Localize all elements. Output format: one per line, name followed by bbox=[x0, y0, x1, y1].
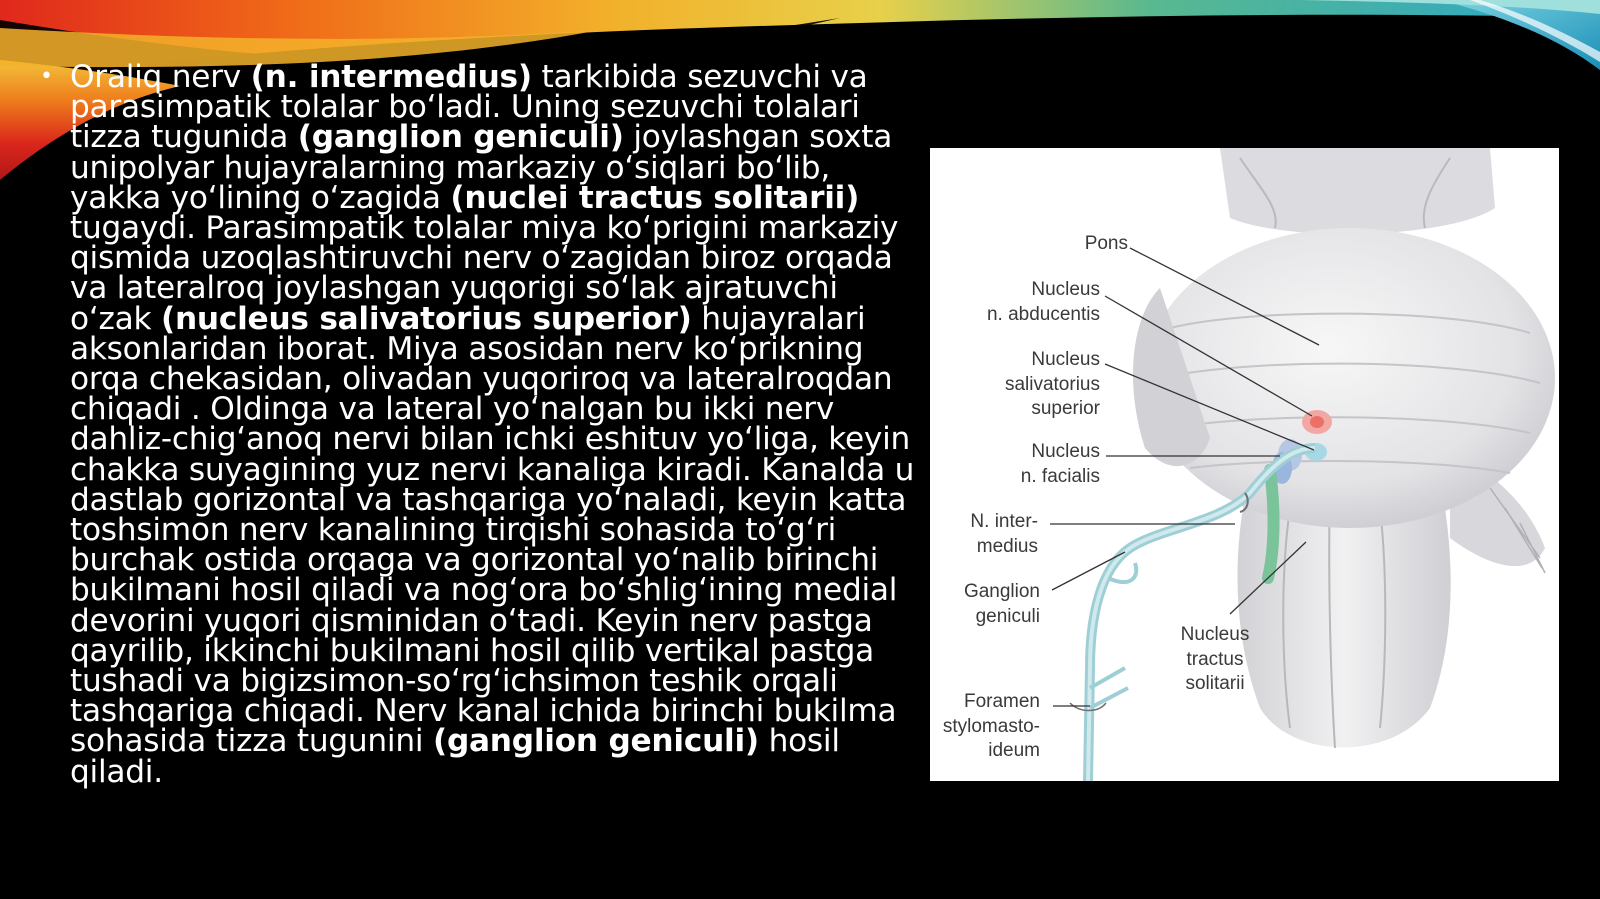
facial-nerve-diagram bbox=[930, 148, 1559, 781]
bold-term: (nucleus salivatorius superior) bbox=[160, 300, 692, 337]
bold-term: (nuclei tractus solitarii) bbox=[450, 179, 860, 216]
label-n-intermedius: N. inter- medius bbox=[970, 511, 1038, 557]
label-ganglion-geniculi: Ganglion geniculi bbox=[963, 581, 1040, 627]
paragraph-text bbox=[70, 59, 916, 790]
paragraph-run: hosil qiladi. bbox=[70, 723, 840, 790]
bullet-dot-icon: • bbox=[40, 64, 53, 89]
label-pons: Pons bbox=[1084, 233, 1128, 254]
bold-term: (ganglion geniculi) bbox=[432, 723, 759, 760]
label-nucleus-salivatorius-superior: Nucleus salivatorius superior bbox=[1004, 349, 1100, 419]
label-foramen-stylomastoideum: Foramen stylomasto- ideum bbox=[942, 691, 1040, 761]
label-nucleus-tractus-solitarii: Nucleus tractus solitarii bbox=[1180, 624, 1250, 694]
paragraph-run: joylashgan soxta unipolyar hujayralarning markaziy o‘siqlari bo‘lib, yakka yo‘lining o‘zagida bbox=[70, 119, 893, 216]
paragraph-run: Oraliq nerv bbox=[70, 59, 251, 95]
bullet-paragraph bbox=[36, 59, 916, 790]
paragraph-run: tugaydi. Parasimpatik tolalar miya ko‘prigini markaziy qismida uzoqlashtiruvchi nerv o‘zagidan biroz orqada va lateralroq joylashgan yuqorigi so‘lak ajratuvchi o‘zak bbox=[70, 210, 899, 337]
label-nucleus-facialis: Nucleus n. facialis bbox=[1020, 441, 1100, 487]
paragraph-run: tarkibida sezuvchi va parasimpatik tolalar bo‘ladi. Uning sezuvchi tolalari tizza tugunida bbox=[70, 59, 868, 156]
paragraph-run: hujayralari aksonlaridan iborat. Miya asosidan nerv ko‘prikning orqa chekasidan, olivadan yuqoriroq va lateralroqdan chiqadi . Oldinga va lateral yo‘nalgan bu ikki nerv dahliz-chig‘anoq nervi bilan ichki eshituv yo‘liga, keyin chakka suyagining yuz nervi kanaliga kiradi. Kanalda u dastlab gorizontal va tashqariga yo‘naladi, keyin katta toshsimon nerv kanalining tirqishi sohasida to‘g‘ri burchak ostida orqaga va gorizontal yo‘nalib birinchi bukilmani hosil qiladi va nog‘ora bo‘shlig‘ining medial devorini yuqori qisminidan o‘tadi. Keyin nerv pastga qayrilib, ikkinchi bukilmani hosil qilib vertikal pastga tushadi va bigizsimon-so‘rg‘ichsimon teshik orqali tashqariga chiqadi. Nerv kanal ichida birinchi bukilma sohasida tizza tugunini bbox=[70, 300, 915, 760]
bold-term: (ganglion geniculi) bbox=[297, 119, 624, 156]
label-nucleus-abducentis: Nucleus n. abducentis bbox=[986, 279, 1100, 325]
bold-term: (n. intermedius) bbox=[250, 59, 532, 95]
